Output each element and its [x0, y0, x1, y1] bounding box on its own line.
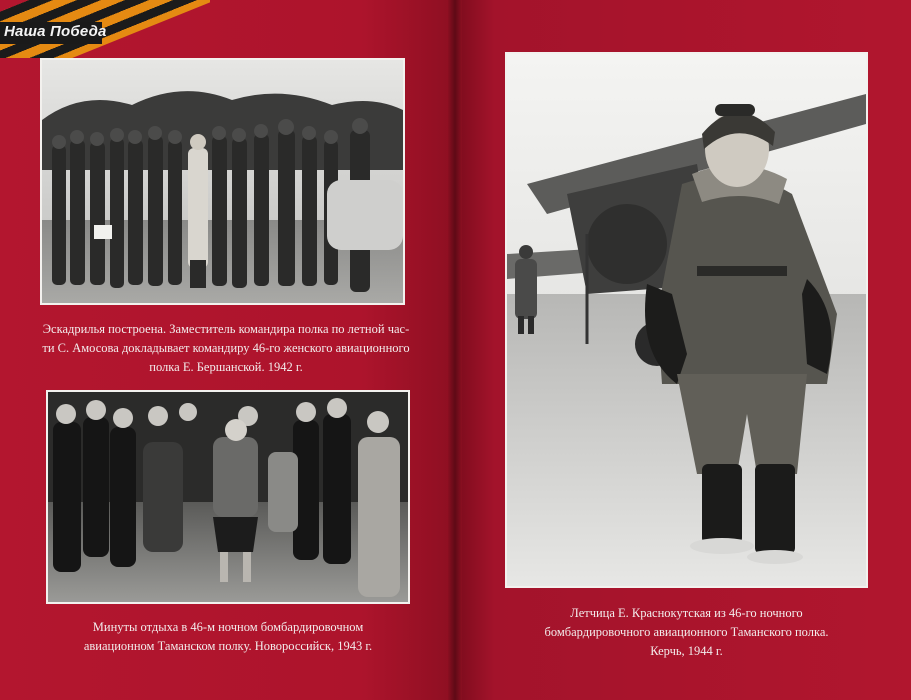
- rest-photo-illustration: [48, 392, 408, 602]
- caption-rest-line-2: авиационном Таманском полку. Новороссийск, 1943 г.: [83, 639, 373, 653]
- caption-squadron-line-2: ти С. Амосова докладывает командиру 46-го женского авиационного: [42, 341, 410, 355]
- caption-pilot-line-3: Керчь, 1944 г.: [650, 644, 723, 658]
- photo-rest: [46, 390, 410, 604]
- pilot-photo-illustration: [507, 54, 866, 586]
- caption-squadron: [40, 320, 412, 377]
- book-spine: [448, 0, 462, 700]
- squadron-photo-illustration: [42, 60, 403, 303]
- caption-pilot-line-2: бомбардировочного авиационного Таманского полка.: [544, 625, 829, 639]
- page-mark: [889, 38, 895, 44]
- photo-squadron: [40, 58, 405, 305]
- caption-rest-line-1: Минуты отдыха в 46-м ночном бомбардировочном: [92, 620, 364, 634]
- caption-squadron-line-3: полка Е. Бершанской. 1942 г.: [149, 360, 303, 374]
- caption-pilot-line-1: Летчица Е. Краснокутская из 46-го ночного: [570, 606, 803, 620]
- st-george-ribbon-header: [0, 0, 210, 58]
- caption-pilot: [505, 604, 868, 661]
- photo-pilot: [505, 52, 868, 588]
- caption-rest: [46, 618, 410, 656]
- caption-squadron-line-1: Эскадрилья построена. Заместитель командира полка по летной час-: [42, 322, 410, 336]
- section-title: Наша Победа: [4, 23, 107, 40]
